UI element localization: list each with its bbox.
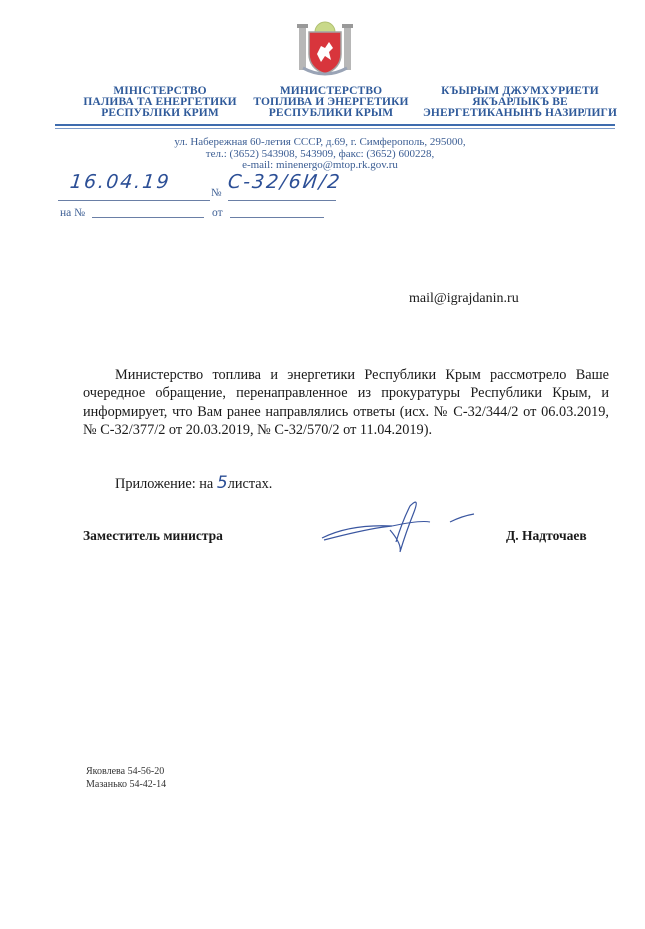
attachment-note (115, 473, 272, 493)
body-paragraph: Министерство топлива и энергетики Республики Крым рассмотрело Ваше очередное обращение, перенаправленное из прокуратуры Республики Крым, и информирует, что Вам ранее направлялись ответы (исх. № С-32/344/2 от 06.03.2019, № С-32/377/2 от 20.03.2019, № С-32/570/2 от 11.04.2019). (83, 367, 609, 438)
ministry-address (150, 137, 490, 172)
executor-line: Мазанько 54-42-14 (86, 778, 167, 790)
reply-to-label: на № (60, 207, 86, 219)
ministry-ru-line: ТОПЛИВА И ЭНЕРГЕТИКИ (253, 96, 409, 108)
ministry-ru-line: МИНИСТЕРСТВО (279, 85, 383, 97)
address-line: ул. Набережная 60-летия СССР, д.69, г. Симферополь, 295000, (174, 136, 466, 148)
ministry-ua-line: ПАЛИВА ТА ЕНЕРГЕТИКИ (83, 96, 237, 108)
attachment-suffix: листах. (227, 476, 273, 492)
date-underline (58, 200, 210, 201)
reply-to-underline (92, 217, 204, 218)
outgoing-date: 16.04.19 (68, 171, 172, 193)
ministry-ru-line: РЕСПУБЛИКИ КРЫМ (268, 107, 394, 119)
header-divider (55, 124, 615, 129)
number-label: № (211, 187, 222, 199)
recipient-email: mail@igrajdanin.ru (409, 291, 519, 306)
phone-line: тел.: (3652) 543908, 543909, факс: (3652) 600228, (205, 147, 435, 160)
number-underline (228, 200, 336, 201)
crimea-coat-of-arms-icon (295, 18, 355, 80)
attachment-page-count: 5 (216, 473, 228, 493)
ministry-name-crimean-tatar (420, 86, 620, 119)
from-underline (230, 217, 324, 218)
executors-contacts (86, 766, 166, 791)
ministry-name-russian (234, 86, 428, 119)
ministry-ua-line: МІНІСТЕРСТВО (113, 85, 207, 97)
handwritten-signature (310, 492, 480, 562)
executor-line: Яковлева 54-56-20 (86, 766, 165, 777)
signatory-name: Д. Надточаев (506, 528, 587, 543)
outgoing-number: С-32/6И/2 (226, 171, 343, 193)
ministry-crh-line: ЭНЕРГЕТИКАНЫНЪ НАЗИРЛИГИ (423, 107, 617, 119)
ministry-crh-line: КЪЫРЫМ ДЖУМХУРИЕТИ (441, 85, 599, 97)
ministry-ua-line: РЕСПУБЛІКИ КРИМ (101, 107, 219, 119)
ministry-crh-line: ЯКЪАРЛЫКЪ ВЕ (472, 96, 568, 108)
attachment-prefix: Приложение: на (115, 476, 217, 492)
email-line: e-mail: minenergo@mtop.rk.gov.ru (242, 159, 398, 171)
letter-body (83, 366, 609, 439)
from-label: от (212, 207, 223, 219)
signatory-title: Заместитель министра (83, 528, 223, 543)
ministry-name-ukrainian (62, 86, 258, 119)
